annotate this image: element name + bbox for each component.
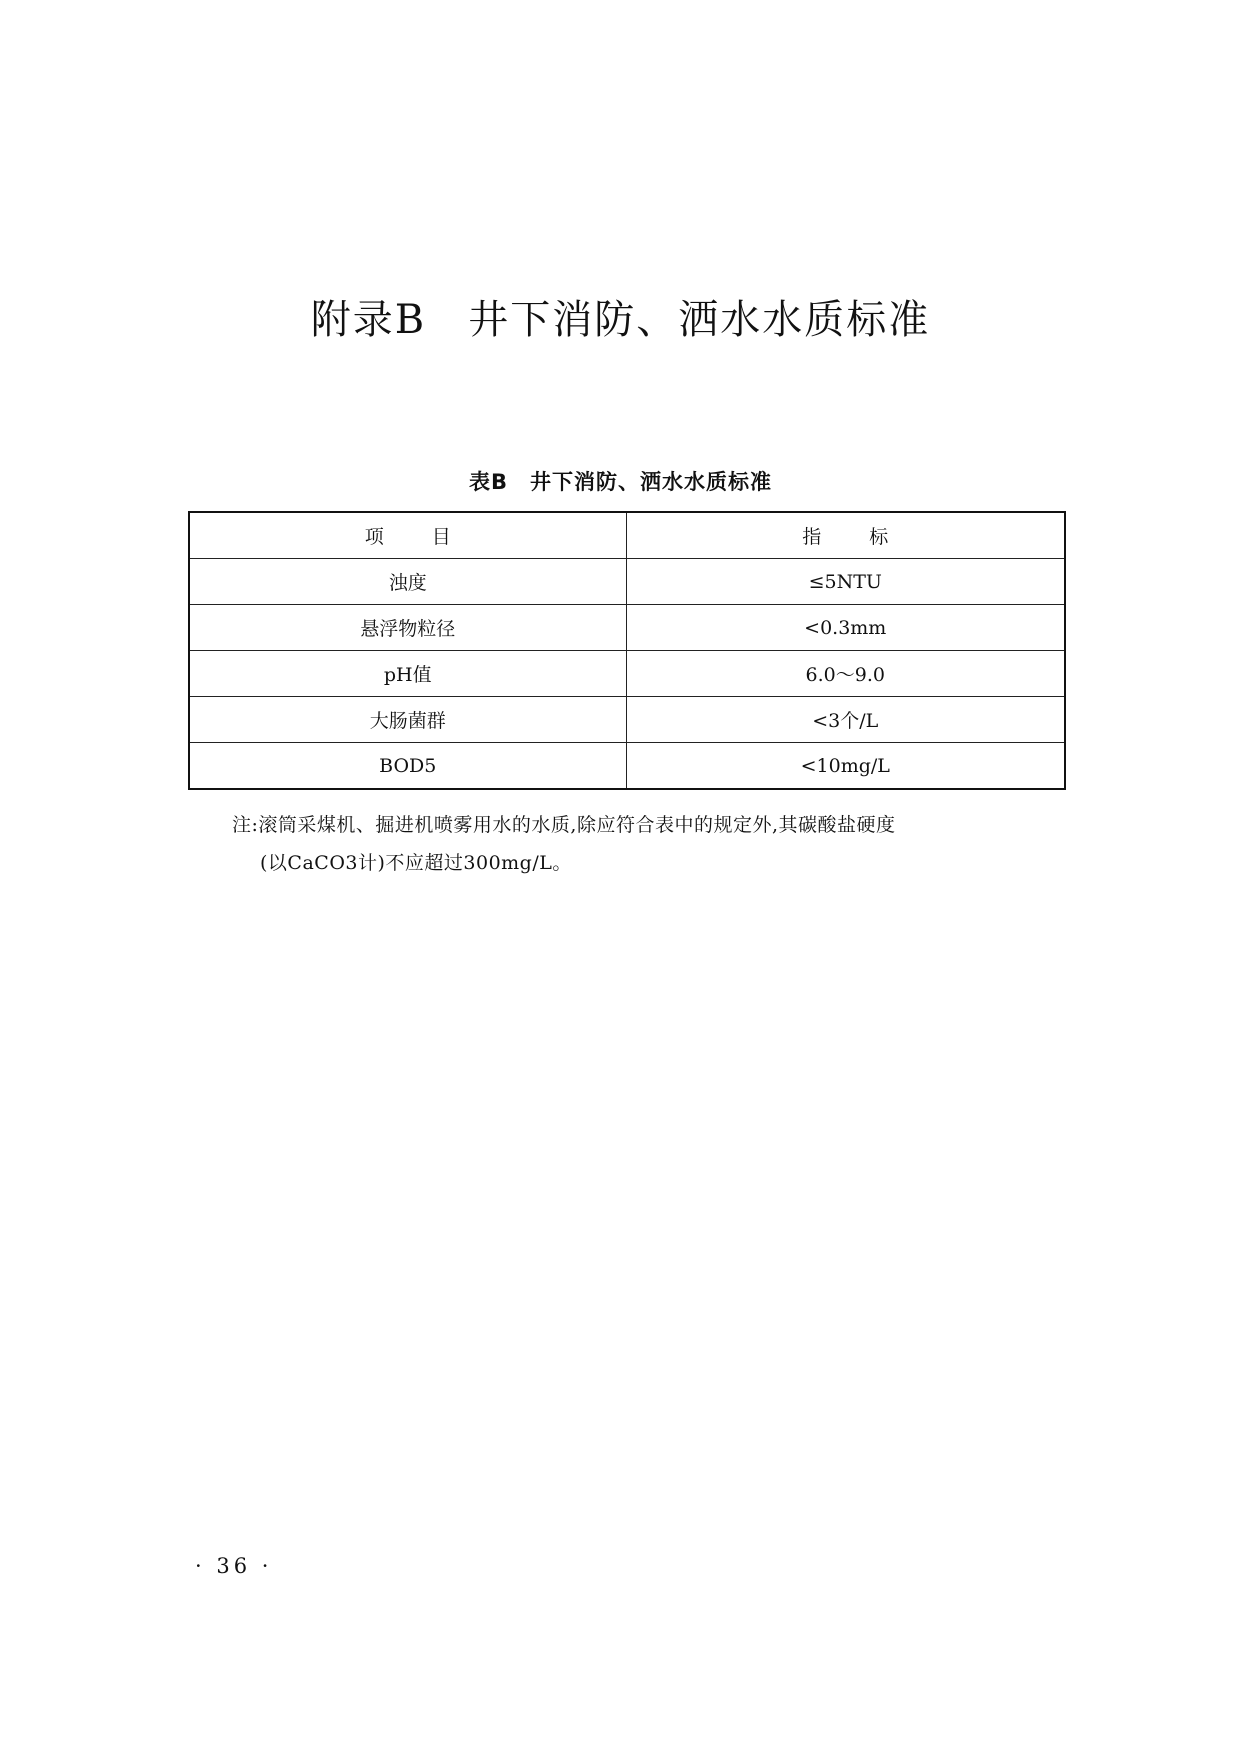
row-item: 大肠菌群 [189,697,626,743]
row-value: 6.0～9.0 [626,651,1065,697]
page-number: · 36 · [195,1554,273,1578]
table-row [189,605,1065,651]
appendix-title: 附录B 井下消防、洒水水质标准 [310,297,931,343]
row-item: pH值 [189,651,626,697]
note-line-2: (以CaCO3计)不应超过300mg/L。 [260,852,572,874]
row-value: ≤5NTU [626,559,1065,605]
header-item: 项目 [189,512,626,559]
note-line-1: 注:滚筒采煤机、掘进机喷雾用水的水质,除应符合表中的规定外,其碳酸盐硬度 [232,814,896,836]
water-quality-table [188,511,1066,790]
table-row [189,559,1065,605]
header-value: 指标 [626,512,1065,559]
table-row [189,743,1065,790]
table-row [189,651,1065,697]
row-value: <10mg/L [626,743,1065,790]
row-value: <0.3mm [626,605,1065,651]
row-item: BOD5 [189,743,626,790]
table-header-row [189,512,1065,559]
table-note [232,806,1062,882]
table-caption: 表B 井下消防、洒水水质标准 [468,470,772,494]
row-item: 悬浮物粒径 [189,605,626,651]
row-value: <3个/L [626,697,1065,743]
table-row [189,697,1065,743]
row-item: 浊度 [189,559,626,605]
